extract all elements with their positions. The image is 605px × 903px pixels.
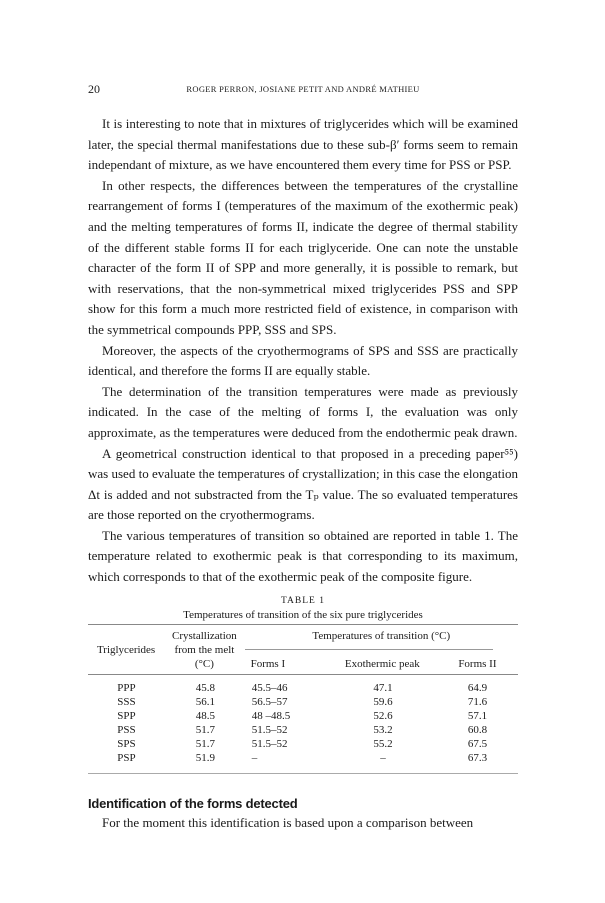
header-transition-group: Temperatures of transition (°C) [312,629,451,642]
cell-exo: 52.6 [373,709,393,722]
cell-exo: – [380,751,386,764]
cell-cryst: 45.8 [195,681,215,694]
cell-forms1: 45.5–46 [251,681,288,694]
header-crystallization-3: (°C) [194,657,214,670]
cell-forms1: 48 –48.5 [251,709,291,722]
table-top-rule [88,624,518,625]
cell-name: PSS [117,723,136,736]
header-crystallization-1: Crystallization [171,629,237,642]
cell-cryst: 51.7 [195,723,215,736]
transition-table [88,629,518,671]
header-triglycerides: Triglycerides [96,643,156,656]
page [88,82,518,833]
paragraph-3: Moreover, the aspects of the cryothermograms of SPS and SSS are practically identical, and therefore the forms II are equally stable. [88,342,518,379]
cell-exo: 55.2 [373,737,393,750]
cell-forms2: 64.9 [467,681,488,694]
cell-name: PSP [117,751,136,764]
table-row [88,709,518,723]
cell-forms2: 67.3 [467,751,488,764]
table-row [88,737,518,751]
cell-forms2: 60.8 [467,723,488,736]
section-heading: Identification of the forms detected [88,795,298,811]
cell-name: SPP [117,709,136,722]
cell-exo: 53.2 [373,723,393,736]
cell-forms1: 51.5–52 [251,723,288,736]
paragraph-1: It is interesting to note that in mixtures of triglycerides which will be examined later, the special thermal manifestations due to these sub-β′ forms seem to remain independant of mixture, as we have encountered them every time for PSS or PSP. [88,116,518,173]
table-row [88,723,518,737]
cell-forms2: 67.5 [467,737,488,750]
cell-name: SPS [117,737,136,750]
cell-forms2: 71.6 [467,695,488,708]
header-subrule-cell [245,643,518,657]
running-title: ROGER PERRON, JOSIANE PETIT AND ANDRÉ MATHIEU [186,84,420,94]
transition-table-body [88,681,518,765]
table-label: TABLE 1 [281,595,325,606]
cell-name: PPP [117,681,136,694]
table-row [88,751,518,765]
table-title: Temperatures of transition of the six pure triglycerides [183,608,423,621]
cell-forms1: 51.5–52 [251,737,288,750]
cell-cryst: 56.1 [195,695,215,708]
paragraph-5: A geometrical construction identical to that proposed in a preceding paper⁵⁵) was used to evaluate the temperatures of crystallization; in this case the elongation Δt is added and not substracted from the Tₚ value. The so evaluated temperatures are those reported on the cryothermograms. [88,445,518,523]
paragraph-4: The determination of the transition temperatures were made as previously indicated. In the case of the melting of forms I, the evaluation was only approximate, as the temperatures were deduced from the endothermic peak drawn. [88,383,518,440]
header-crystallization-2: from the melt [174,643,235,656]
header-forms2: Forms II [458,657,497,670]
table-mid-rule [88,674,518,675]
cell-cryst: 51.9 [195,751,215,764]
cell-exo: 59.6 [373,695,393,708]
cell-name: SSS [117,695,136,708]
header-exothermic: Exothermic peak [344,657,420,670]
cell-exo: 47.1 [373,681,393,694]
paragraph-2: In other respects, the differences between the temperatures of the crystalline rearrangement of forms I (temperatures of the maximum of the exothermic peak) and the melting temperatures of forms II, indicate the degree of thermal stability of the different stable forms II for each triglyceride. One can note the unstable character of the form II of SPP and more generally, it is possible to remark, but with reservations, that the non-symmetrical mixed triglycerides PSS and SPP show for this form a much more restricted field of existence, in comparison with the symmetrical compounds PPP, SSS and SPS. [88,177,518,337]
paragraph-6: The various temperatures of transition so obtained are reported in table 1. The temperature related to exothermic peak is that corresponding to its maximum, which corresponds to that of the exothermic peak of the composite figure. [88,527,518,585]
header-subrule [245,649,493,650]
table-caption [88,594,518,622]
section-text: For the moment this identification is based upon a comparison between [102,814,474,830]
cell-forms1: 56.5–57 [251,695,288,708]
cell-forms1: – [251,751,258,764]
body-text [88,114,518,588]
header-forms1: Forms I [250,657,286,670]
running-head [88,82,518,100]
cell-cryst: 51.7 [195,737,215,750]
table-bottom-rule [88,773,518,774]
table-row [88,681,518,695]
page-number: 20 [88,82,100,96]
table-row [88,695,518,709]
cell-forms2: 57.1 [467,709,488,722]
cell-cryst: 48.5 [195,709,215,722]
